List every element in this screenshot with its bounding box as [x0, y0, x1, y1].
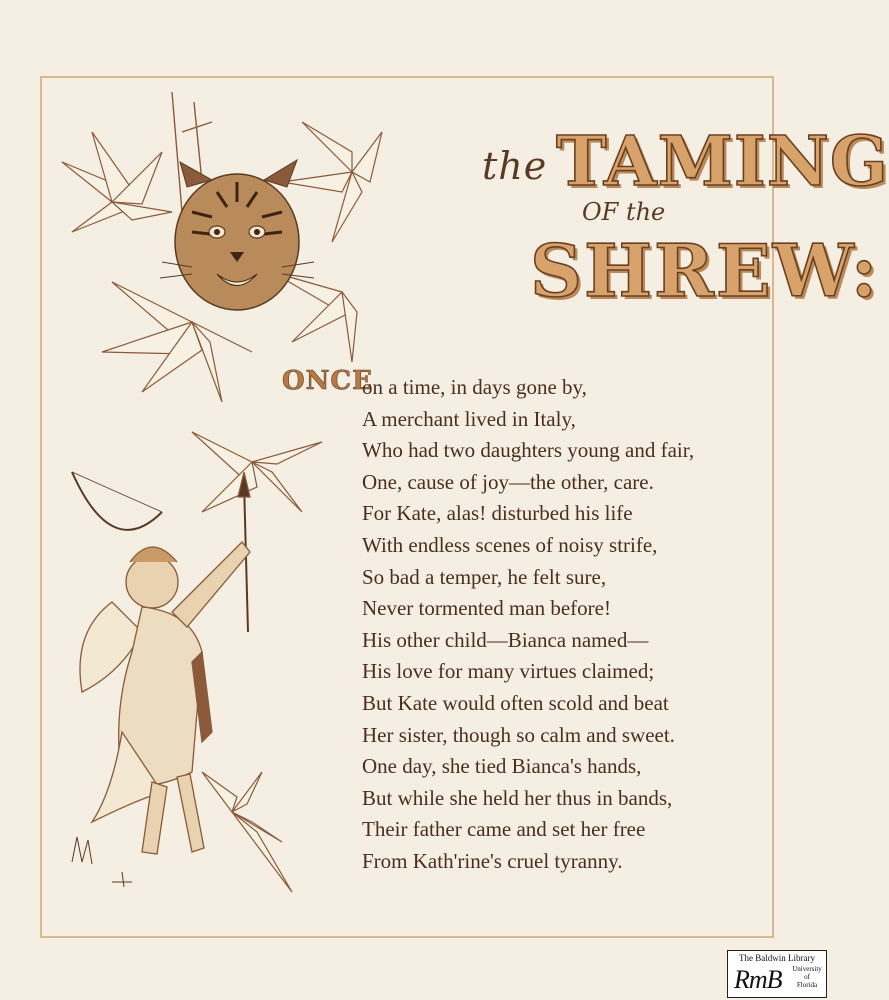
stamp-university-line: of: [804, 973, 810, 981]
poem-line: With endless scenes of noisy strife,: [362, 532, 658, 557]
poem-line: Never tormented man before!: [362, 596, 611, 621]
poem-line: on a time, in days gone by,: [362, 375, 587, 399]
stamp-university-line: University: [792, 965, 822, 973]
poem-line: His other child—Bianca named—: [362, 627, 649, 652]
poem-line: Their father came and set her free: [362, 817, 646, 842]
grass-tuft: [72, 837, 132, 887]
poem-line: But Kate would often scold and beat: [362, 690, 669, 715]
poem-line: For Kate, alas! disturbed his life: [362, 501, 633, 526]
title-taming: TAMING: [556, 122, 889, 202]
library-stamp: [727, 950, 827, 998]
poem-line: A merchant lived in Italy,: [362, 406, 576, 431]
stamp-logo: RmB: [734, 965, 782, 994]
stamp-library-name: The Baldwin Library: [739, 953, 815, 963]
poem-line: Who had two daughters young and fair,: [362, 438, 695, 463]
stamp-university: [788, 965, 826, 989]
poem-line: But while she held her thus in bands,: [362, 785, 673, 810]
poem-line: One, cause of joy—the other, care.: [362, 469, 654, 494]
poem-line: His love for many virtues claimed;: [362, 659, 655, 684]
title-of-the: OF the: [582, 198, 666, 226]
poem-text: [362, 372, 762, 878]
drop-word: ONCE: [282, 366, 373, 396]
poem-line: From Kath'rine's cruel tyranny.: [362, 848, 623, 873]
poem-line: So bad a temper, he felt sure,: [362, 564, 607, 589]
poem-line: Her sister, though so calm and sweet.: [362, 722, 675, 747]
title-block: [470, 118, 889, 328]
title-the: the: [482, 144, 548, 188]
poem-line: One day, she tied Bianca's hands,: [362, 754, 642, 779]
stamp-university-line: Florida: [796, 981, 818, 989]
tiger-cupid-illustration: [52, 92, 382, 912]
title-shrew: SHREW:: [530, 228, 880, 313]
